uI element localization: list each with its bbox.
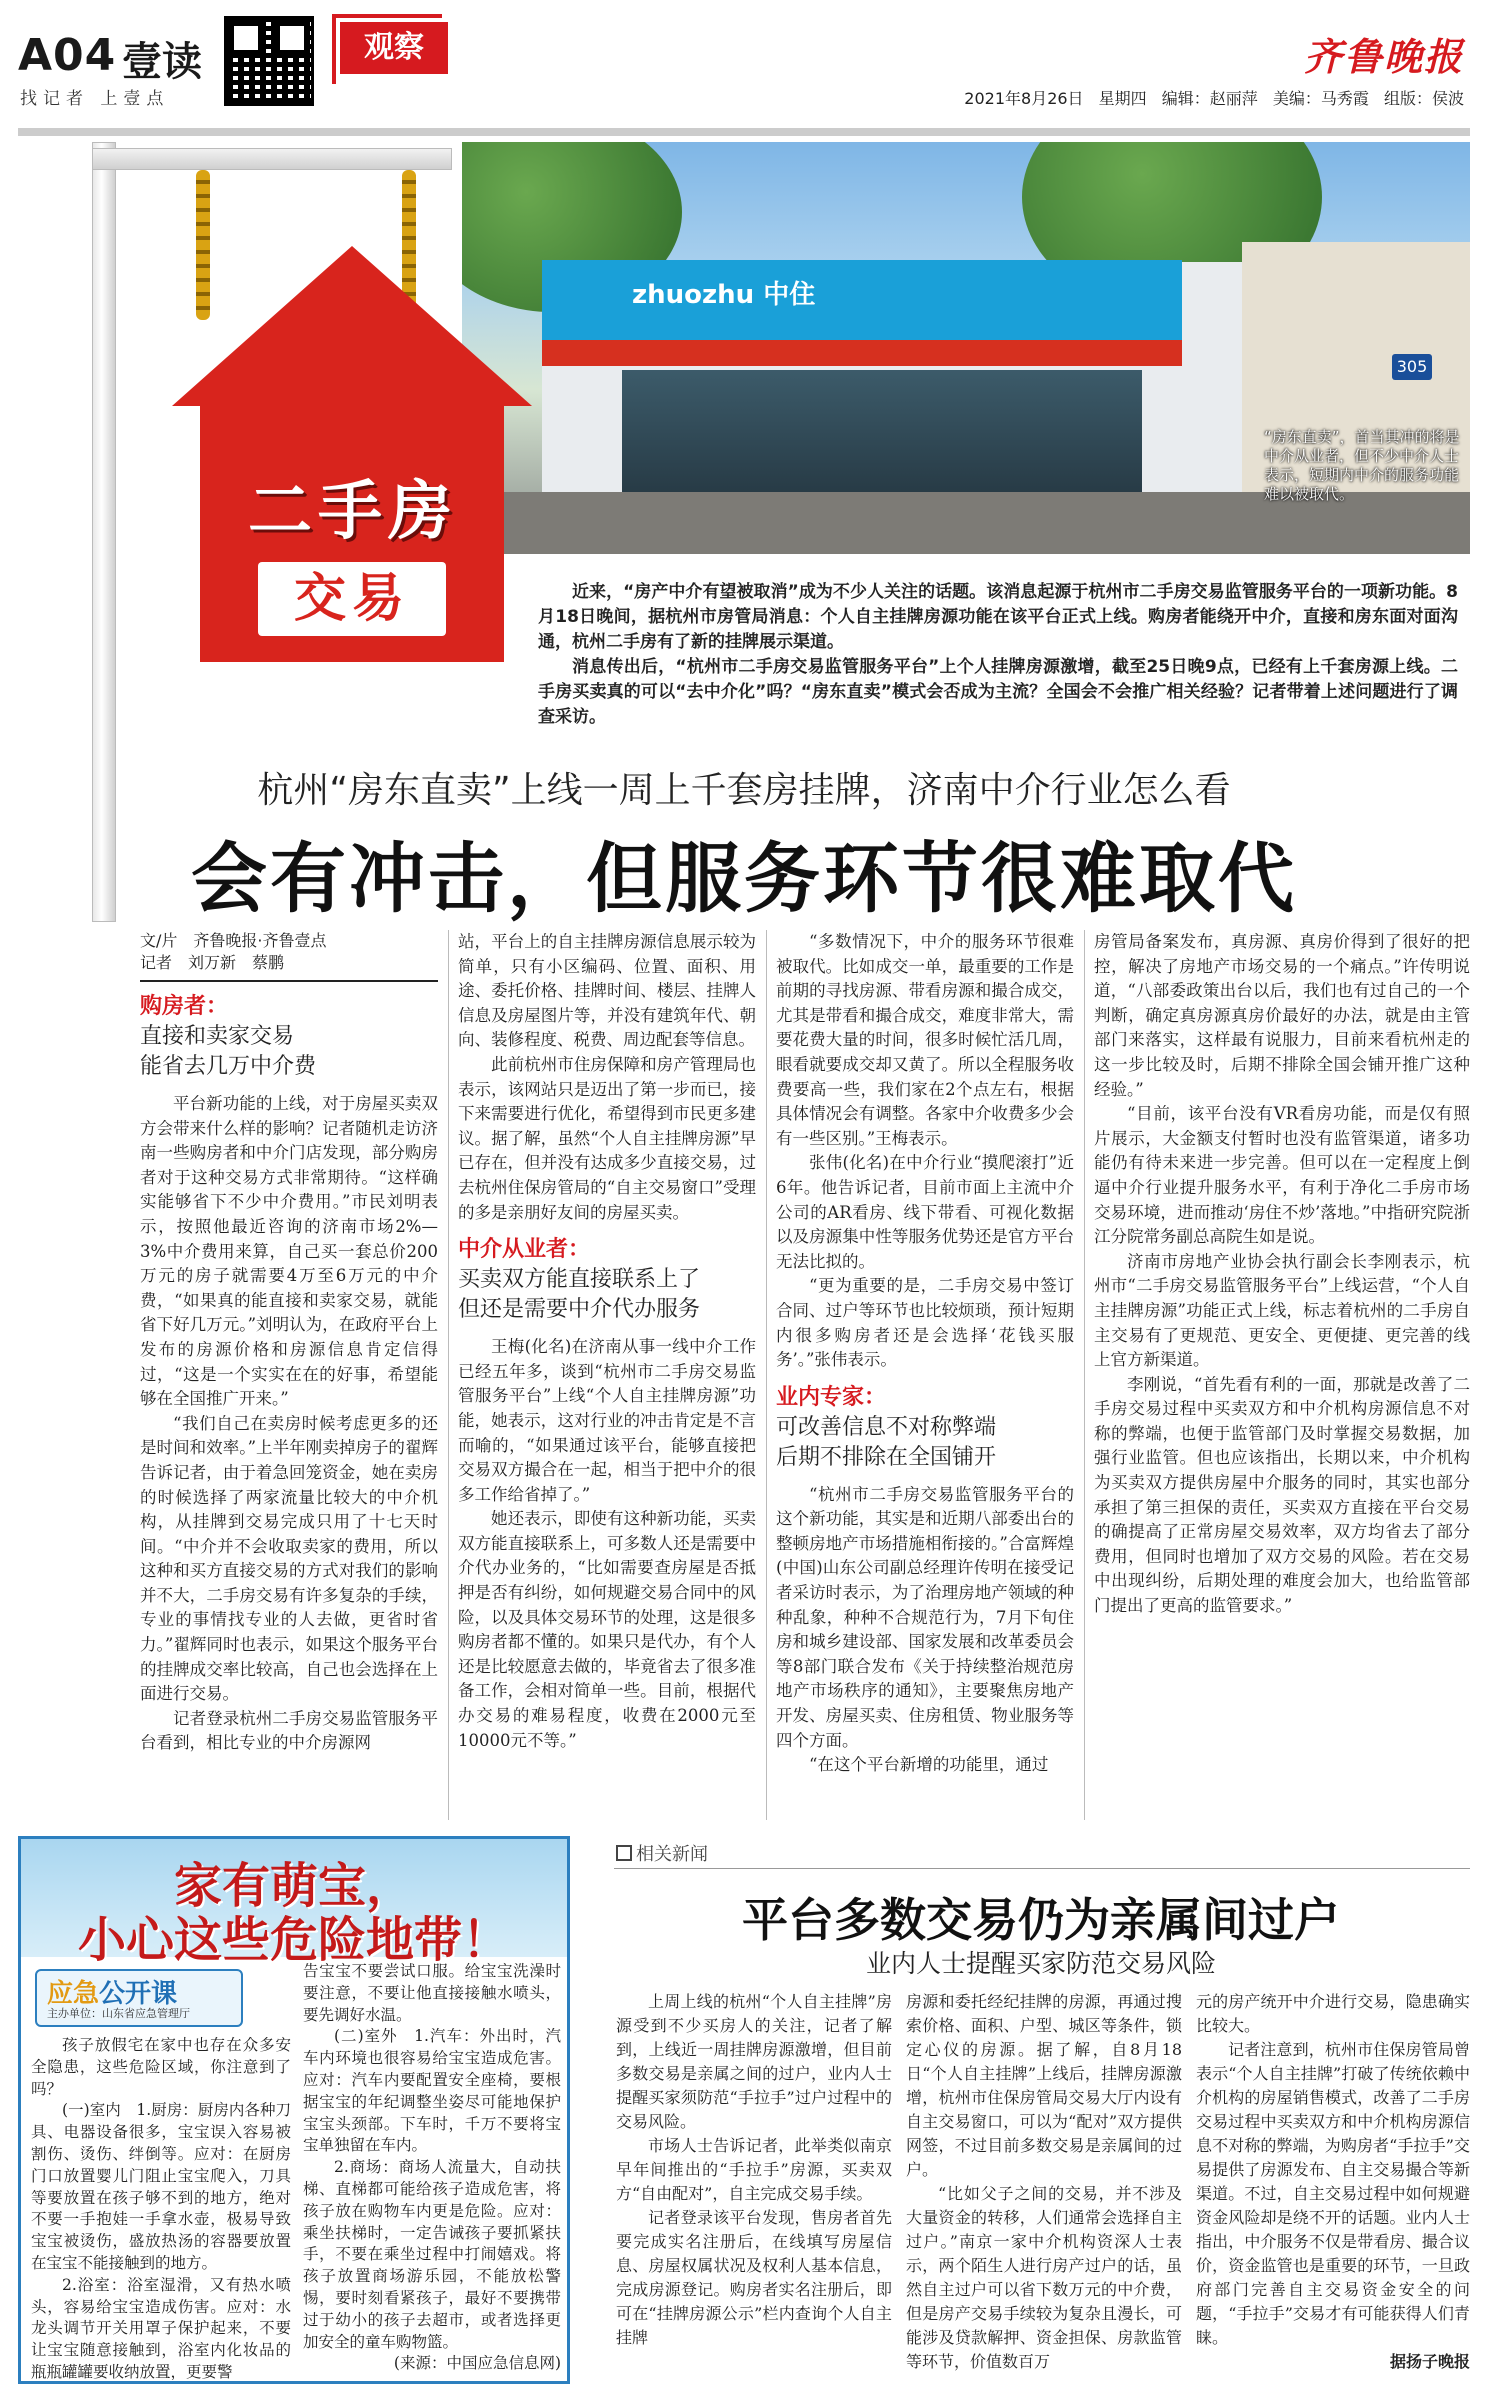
paragraph: 孩子放假宅在家中也存在众多安全隐患，这些危险区域，你注意到了吗？ — [31, 2036, 291, 2098]
article-column-3 — [776, 930, 1074, 1820]
paragraph: 站，平台上的自主挂牌房源信息展示较为简单，只有小区编码、位置、面积、用途、委托价格、挂牌时间、楼层、挂牌人信息及房屋图片等，并没有建筑年代、朝向、装修程度、税费、周边配套等信息。 — [458, 932, 756, 1050]
byline-rule — [140, 980, 438, 982]
byline-line-1: 文/片 齐鲁晚报·齐鲁壹点 — [140, 931, 327, 950]
paragraph: 记者登录该平台发现，售房者首先要完成实名注册后，在线填写房屋信息、房屋权属状况及权利人基本信息，完成房源登记。购房者实名注册后，即可在“挂牌房源公示”栏内查询个人自主挂牌 — [616, 2208, 892, 2347]
dateline — [964, 86, 1464, 109]
paragraph: “杭州市二手房交易监管服务平台的这个新功能，其实是和近期八部委出台的整顿房地产市场措施相衔接的。”合富辉煌(中国)山东公司副总经理许传明在接受记者采访时表示，为了治理房地产领域的种种乱象，种种不合规范行为，7月下旬住房和城乡建设部、国家发展和改革委员会等8部门联合发布《关于持续整治规范房地产市场秩序的通知》，主要聚焦房地产开发、房屋买卖、住房租赁、物业服务等四个方面。 — [776, 1484, 1074, 1750]
page-number: A04 — [18, 30, 117, 81]
safety-header — [21, 1839, 567, 1968]
paragraph: (二)室外 1.汽车：外出时，汽车内环境也很容易给宝宝造成危害。应对：汽车内要配置安全座椅，要根据宝宝的年纪调整坐姿尽可能地保护宝宝头颈部。下车时，千万不要将宝宝单独留在车内。 — [303, 2027, 561, 2155]
paragraph: “多数情况下，中介的服务环节很难被取代。比如成交一单，最重要的工作是前期的寻找房源、带看房源和撮合成交，尤其是带看和撮合成交，难度非常大，需要花费大量的时间，很多时候忙活几周，眼看就要成交却又黄了。所以全程服务收费要高一些，我们家在2个点左右，根据具体情况会有调整。各家中介收费多少会有一些区别。”王梅表示。 — [776, 932, 1074, 1148]
lead-paragraph: 近来，“房产中介有望被取消”成为不少人关注的话题。该消息起源于杭州市二手房交易监管服务平台的一项新功能。8月18日晚间，据杭州市房管局消息：个人自主挂牌房源功能在该平台正式上线。购房者能绕开中介，直接和房东面对面沟通，杭州二手房有了新的挂牌展示渠道。 — [538, 582, 1458, 652]
signpost-arm — [92, 148, 452, 170]
paragraph: 李刚说，“首先看有利的一面，那就是改善了二手房交易过程中买卖双方和中介机构房源信息不对称的弊端，也便于监管部门及时掌握交易数据，加强行业监管。但也应该指出，长期以来，中介机构为买卖双方提供房屋中介服务的同时，其实也部分承担了第三担保的责任，买卖双方直接在平台交易的确提高了正常房屋交易效率，双方均省去了部分费用，但同时也增加了双方交易的风险。若在交易中出现纠纷，后期处理的难度会加大，也给监管部门提出了更高的监管要求。” — [1094, 1374, 1470, 1616]
related-column-2 — [906, 1990, 1182, 2382]
masthead-rule — [18, 128, 1470, 136]
paragraph: “在这个平台新增的功能里，通过 — [809, 1755, 1049, 1775]
byline-line-2: 记者 刘万新 蔡鹏 — [140, 953, 285, 972]
paragraph: 2.商场：商场人流量大，自动扶梯、直梯都可能给孩子造成危害，将孩子放在购物车内更是危险。应对：乘坐扶梯时，一定告诫孩子要抓紧扶手，不要在乘坐过程中打闹嬉戏。将孩子放置商场游乐园，不能放松警惕，要时刻看紧孩子，最好不要携带过于幼小的孩子去超市，或者选择更加安全的童车购物篮。 — [303, 2158, 561, 2351]
house-subtitle: 交易 — [258, 562, 446, 636]
section-title-line: 直接和卖家交易 — [140, 1024, 295, 1049]
related-headline: 平台多数交易仍为亲属间过户 — [742, 1893, 1340, 1947]
paragraph: 房源和委托经纪挂牌的房源，再通过搜索价格、面积、户型、城区等条件，锁定心仪的房源。据了解，自8月18日“个人自主挂牌”上线后，挂牌房源激增，杭州市住保房管局交易大厅内设有自主交易窗口，可以为“配对”双方提供网签，不过目前多数交易是亲属间的过户。 — [906, 1992, 1182, 2179]
kicker-headline: 杭州“房东直卖”上线一周上千套房挂牌，济南中介行业怎么看 — [257, 770, 1231, 811]
paragraph: 记者注意到，杭州市住保房管局曾表示“个人自主挂牌”打破了传统依赖中介机构的房屋销售模式，改善了二手房交易过程中买卖双方和中介机构房源信息不对称的弊端，为购房者“手拉手”交易提供了房源发布、自主交易撮合等新渠道。不过，自主交易过程中如何规避资金风险却是绕不开的话题。业内人士指出，中介服务不仅是带看房、撮合议价，资金监管也是重要的环节，一旦政府部门完善自主交易资金安全的问题，“手拉手”交易才有可能获得人们青睐。 — [1196, 2040, 1470, 2347]
safety-title-line-2: 小心这些危险地带！ — [77, 1912, 510, 1968]
paragraph: 张伟(化名)在中介行业“摸爬滚打”近6年。他告诉记者，目前市面上主流中介公司的AR看房、线下带看、可视化数据以及房源集中性等服务优势还是官方平台无法比拟的。 — [776, 1153, 1074, 1271]
section-label-expert: 业内专家： — [776, 1384, 887, 1410]
paragraph: 记者登录杭州二手房交易监管服务平台看到，相比专业的中介房源网 — [140, 1708, 438, 1753]
paragraph: 王梅(化名)在济南从事一线中介工作已经五年多，谈到“杭州市二手房交易监管服务平台”上线“个人自主挂牌房源”功能，她表示，这对行业的冲击肯定是不言而喻的，“如果通过该平台，能够直接把交易双方撮合在一起，相当于把中介的很多工作给省掉了。” — [458, 1337, 756, 1504]
lead-paragraphs — [538, 580, 1458, 730]
paragraph: 市场人士告诉记者，此举类似南京早年间推出的“手拉手”房源，买卖双方“自由配对”，自主完成交易手续。 — [616, 2136, 892, 2203]
masthead — [0, 0, 1488, 128]
layout-editor: 组版：侯波 — [1383, 89, 1464, 108]
article-column-1 — [140, 930, 438, 1820]
paragraph: 此前杭州市住房保障和房产管理局也表示，该网站只是迈出了第一步而已，接下来需要进行优化，希望得到市民更多建议。据了解，虽然“个人自主挂牌房源”早已存在，但并没有达成多少直接交易，过去杭州住保房管局的“自主交易窗口”受理的多是亲朋好友间的房屋买卖。 — [458, 1054, 756, 1222]
paragraph: “比如父子之间的交易，并不涉及大量资金的转移，人们通常会选择自主过户。”南京一家中介机构资深人士表示，两个陌生人进行房产过户的话，虽然自主过户可以省下数万元的中介费，但是房产交易手续较为复杂且漫长，可能涉及贷款解押、资金担保、房款监管等环节，价值数百万 — [906, 2184, 1182, 2371]
main-headline: 会有冲击，但服务环节很难取代 — [191, 834, 1297, 923]
column-divider — [766, 930, 767, 1820]
paragraph: 元的房产统开中介进行交易，隐患确实比较大。 — [1196, 1992, 1470, 2035]
paragraph: 平台新功能的上线，对于房屋买卖双方会带来什么样的影响？记者随机走访济南一些购房者和中介门店发现，部分购房者对于这种交易方式非常期待。“这样确实能够省下不少中介费用。”市民刘明表示，按照他最近咨询的济南市场2%—3%中介费用来算，自己买一套总价200万元的房子就需要4万至6万元的中介费，“如果真的能直接和卖家交易，就能省下好几万元。”刘明认为，在政府平台上发布的房源价格和房源信息肯定信得过，“这是一个实实在在的好事，希望能够在全国推广开来。” — [140, 1094, 438, 1409]
paragraph: (一)室内 1.厨房：厨房内各种刀具、电器设备很多，宝宝误入容易被割伤、烫伤、绊倒等。应对：在厨房门口放置婴儿门阻止宝宝爬入，刀具等要放置在孩子够不到的地方，绝对不要一手抱娃一手拿水壶，极易导致宝宝被烫伤，盛放热汤的容器要放置在宝宝不能接触到的地方。 — [31, 2101, 291, 2272]
column-tag: 观察 — [340, 22, 448, 74]
date: 2021年8月26日 — [964, 89, 1084, 108]
paragraph: 她还表示，即使有这种新功能，买卖双方能直接联系上，可多数人还是需要中介代办业务的，“比如需要查房屋是否抵押是否有纠纷，如何规避交易合同中的风险，以及具体交易环节的处理，这是很多购房者都不懂的。如果只是代办，有个人还是比较愿意去做的，毕竟省去了很多准备工作，会相对简单一些。目前，根据代办交易的难易程度，收费在2000元至10000元不等。” — [458, 1509, 756, 1750]
photo-caption: “房东直卖”，首当其冲的将是中介从业者，但不少中介人士表示，短期内中介的服务功能难以被取代。 — [1264, 428, 1460, 503]
emergency-badge-org: 主办单位：山东省应急管理厅 — [47, 2007, 190, 2020]
credit: 据扬子晚报 — [1389, 2352, 1470, 2371]
section-label-agent: 中介从业者： — [458, 1237, 591, 1263]
lead-paragraph: 消息传出后，“杭州市二手房交易监管服务平台”上个人挂牌房源激增，截至25日晚9点，已经有上千套房源上线。二手房买卖真的可以“去中介化”吗？“房东直卖”模式会否成为主流？全国会不会推广相关经验？记者带着上述问题进行了调查采访。 — [538, 657, 1458, 727]
shop-sign-logo: zhuozhu 中住 — [632, 280, 816, 310]
paragraph: 上周上线的杭州“个人自主挂牌”房源受到不少买房人的关注，记者了解到，上线近一周挂牌房源激增，但目前多数交易是亲属之间的过户，业内人士提醒买家须防范“手拉手”过户过程中的交易风险。 — [616, 1992, 892, 2131]
paragraph: “更为重要的是，二手房交易中签订合同、过户等环节也比较烦琐，预计短期内很多购房者还是会选择‘花钱买服务’。”张伟表示。 — [776, 1276, 1074, 1370]
safety-column-right — [303, 1961, 561, 2381]
section-title-buyer — [140, 1022, 438, 1082]
article-column-4 — [1094, 930, 1470, 1820]
section-title-line: 但还是需要中介代办服务 — [458, 1297, 701, 1323]
related-column-1 — [616, 1990, 892, 2382]
section-title-line: 买卖双方能直接联系上了 — [458, 1267, 701, 1293]
related-news-tag: 相关新闻 — [616, 1840, 708, 1866]
street-number-sign: 305 — [1392, 354, 1432, 380]
house-title: 二手房 — [248, 474, 458, 549]
column-divider — [1084, 930, 1085, 1820]
weekday: 星期四 — [1098, 89, 1147, 108]
paragraph: 2.浴室：浴室湿滑，又有热水喷头，容易给宝宝造成伤害。应对：水龙头调节开关用罩子保护起来，不要让宝宝随意接触到，浴室内化妆品的瓶瓶罐罐要收纳放置，更要警 — [31, 2275, 291, 2380]
paragraph: “我们自己在卖房时候考虑更多的还是时间和效率。”上半年刚卖掉房子的翟辉告诉记者，由于着急回笼资金，她在卖房的时候选择了两家流量比较大的中介机构，从挂牌到交易完成只用了十七天时间。“中介并不会收取卖家的费用，所以这种和买方直接交易的方式对我们的影响并不大，二手房交易有许多复杂的手续，专业的事情找专业的人去做，更省时省力。”翟辉同时也表示，如果这个服务平台的挂牌成交率比较高，自己也会选择在上面进行交易。 — [140, 1413, 438, 1704]
section-title-agent — [458, 1265, 756, 1325]
qr-code-icon[interactable] — [224, 16, 314, 106]
house-roof-shape — [172, 246, 532, 406]
safety-feature-box — [18, 1836, 570, 2384]
section-name: 壹读 — [122, 39, 202, 85]
source-credit: (来源：中国应急信息网) — [393, 2354, 561, 2373]
section-title-line: 后期不排除在全国铺开 — [776, 1444, 997, 1470]
related-column-3 — [1196, 1990, 1470, 2382]
related-subhead: 业内人士提醒买家防范交易风险 — [865, 1949, 1216, 1978]
article-column-2 — [458, 930, 756, 1820]
paragraph: 房管局备案发布，真房源、真房价得到了很好的把控，解决了房地产市场交易的一个痛点。”许传明说道，“八部委政策出台以后，我们也有过自己的一个判断，确定真房源真房价最好的办法，就是由主管部门来落实，这样最有说服力，目前来看杭州走的这一步比较及时，后期不排除全国会铺开推广这种经验。” — [1094, 932, 1470, 1099]
badge-word: 应急 — [47, 1979, 100, 2009]
art-editor: 美编：马秀霞 — [1272, 89, 1369, 108]
paragraph: 济南市房地产业协会执行副会长李刚表示，杭州市“二手房交易监管服务平台”上线运营，“个人自主挂牌房源”功能正式上线，标志着杭州的二手房自主交易有了更规范、更安全、更便捷、更完善的线上官方新渠道。 — [1094, 1251, 1470, 1370]
shop-banner — [542, 340, 1182, 366]
safety-column-left — [31, 2035, 291, 2380]
section-label-buyer: 购房者： — [140, 994, 229, 1019]
badge-word: 公开课 — [99, 1979, 178, 2009]
editor: 编辑：赵丽萍 — [1161, 89, 1258, 108]
safety-title-line-1: 家有萌宝， — [173, 1858, 414, 1914]
related-news-rule — [614, 1868, 1470, 1869]
slogan: 找记者 上壹点 — [20, 89, 170, 109]
section-title-expert — [776, 1413, 1074, 1473]
paragraph: 告宝宝不要尝试口服。给宝宝洗澡时要注意，不要让他直接接触水喷头，要先调好水温。 — [303, 1962, 561, 2024]
emergency-class-badge — [35, 1969, 243, 2027]
section-title-line: 可改善信息不对称弊端 — [776, 1414, 997, 1440]
section-title-line: 能省去几万中介费 — [140, 1054, 317, 1079]
newspaper-logo: 齐鲁晚报 — [1303, 34, 1464, 79]
paragraph: “目前，该平台没有VR看房功能，而是仅有照片展示，大金额支付暂时也没有监管渠道，诸多功能仍有待未来进一步完善。但可以在一定程度上倒逼中介行业提升服务水平，有利于净化二手房市场交易环境，进而推动‘房住不炒’落地。”中指研究院浙江分院常务副总高院生如是说。 — [1094, 1104, 1470, 1247]
column-divider — [448, 930, 449, 1820]
